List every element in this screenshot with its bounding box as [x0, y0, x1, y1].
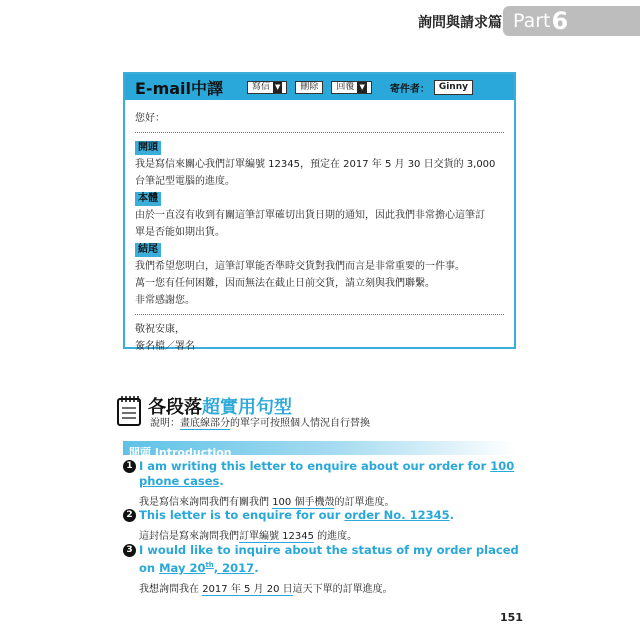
intro-bar — [123, 441, 516, 459]
number-bullet: 2 — [123, 509, 136, 522]
translation-text: 的進度。 — [314, 531, 358, 542]
section-tag-body: 本體 — [135, 192, 161, 206]
delete-button[interactable] — [295, 81, 323, 94]
section-heading-highlight: 超實用句型 — [202, 397, 292, 418]
translation-text: 我是寫信來詢問我們有關我們 — [139, 497, 273, 508]
paragraph-line: 由於一直沒有收到有關這筆訂單確切出貨日期的通知，因此我們非常擔心這筆訂 — [135, 210, 485, 221]
signature-line: 簽名檔／署名 — [135, 341, 195, 352]
paragraph-line: 萬一您有任何困難，因而無法在截止日前交貨，請立刻與我們聯繫。 — [135, 278, 435, 289]
underlined-phrase: May 20 — [159, 560, 206, 575]
part-tab — [503, 6, 640, 36]
closing-line: 敬祝安康， — [135, 324, 185, 335]
dropdown-arrow-icon: ▼ — [359, 82, 365, 91]
sentence-text: . — [219, 474, 224, 488]
running-header-title: 詢問與請求篇 — [418, 15, 502, 31]
paragraph-line: 我們希望您明白，這筆訂單能否準時交貨對我們而言是非常重要的一件事。 — [135, 261, 465, 272]
sentence-text: This letter is to enquire for our — [139, 508, 345, 522]
email-translation-box — [123, 72, 516, 352]
section-tag-closing: 結尾 — [135, 243, 161, 257]
sender-name-field: Ginny — [434, 80, 473, 95]
number-bullet: 1 — [123, 460, 136, 473]
part-number: 6 — [551, 7, 569, 35]
section-heading-main: 各段落 — [148, 397, 202, 418]
note-underlined: 畫底線部分 — [180, 418, 230, 429]
paragraph-line: 我是寫信來關心我們訂單編號 12345，預定在 2017 年 5 月 30 日交貨的 3,000 — [135, 159, 496, 170]
translation-text: 我想詢問我在 — [139, 583, 203, 595]
divider — [135, 314, 504, 315]
sentence-item — [123, 543, 523, 595]
superscript: th — [205, 561, 214, 569]
email-body — [135, 110, 504, 355]
underlined-phrase: 100 phone cases — [139, 459, 515, 488]
part-word: Part — [513, 10, 551, 32]
note-prefix: 說明： — [150, 418, 180, 429]
sentence-item — [123, 508, 523, 542]
english-sentence — [123, 459, 523, 489]
section-note — [150, 414, 370, 429]
divider — [135, 132, 504, 133]
chinese-translation — [123, 580, 523, 595]
underlined-phrase: 訂單編號 12345 — [239, 531, 314, 542]
translation-text: 這封信是寫來詢問我們 — [139, 531, 239, 542]
english-sentence — [123, 543, 523, 576]
reply-button[interactable] — [331, 81, 371, 94]
email-title: E-mail中譯 — [135, 78, 224, 98]
sentence-text: I would like to inquire about the status of my order placed on — [139, 543, 519, 575]
sentence-text: I am writing this letter to enquire about our order for — [139, 459, 491, 473]
reply-label: 回覆 — [336, 81, 355, 92]
notebook-icon — [115, 393, 143, 427]
chinese-translation — [123, 527, 523, 542]
paragraph-line: 非常感謝您。 — [135, 295, 195, 306]
underlined-phrase: 2017 年 5 月 20 日 — [202, 583, 293, 595]
underlined-phrase: , 2017 — [213, 560, 255, 575]
write-button[interactable] — [247, 81, 287, 94]
paragraph-line: 台筆記型電腦的進度。 — [135, 176, 235, 187]
section-tag-opening: 開頭 — [135, 141, 161, 155]
english-sentence — [123, 508, 523, 523]
underlined-phrase: order No. 12345 — [344, 508, 450, 522]
delete-label: 刪除 — [300, 81, 319, 92]
note-suffix: 的單字可按照個人情況自行替換 — [230, 418, 370, 429]
write-label: 寫信 — [252, 81, 271, 92]
underlined-phrase: 100 個手機殼 — [272, 497, 335, 508]
sentence-text: . — [254, 560, 259, 575]
translation-text: 這天下單的訂單進度。 — [292, 583, 393, 595]
intro-label: 開頭 Introduction — [129, 446, 232, 459]
sender-label: 寄件者： — [389, 83, 430, 95]
translation-text: 的訂單進度。 — [334, 497, 395, 508]
dropdown-arrow-icon: ▼ — [275, 82, 281, 91]
email-toolbar — [125, 74, 514, 100]
greeting: 您好： — [135, 113, 165, 124]
sentence-item — [123, 459, 523, 508]
number-bullet: 3 — [123, 544, 136, 557]
page-number: 151 — [500, 611, 523, 624]
sentence-text: . — [449, 508, 454, 522]
chinese-translation — [123, 493, 523, 508]
paragraph-line: 單是否能如期出貨。 — [135, 227, 225, 238]
